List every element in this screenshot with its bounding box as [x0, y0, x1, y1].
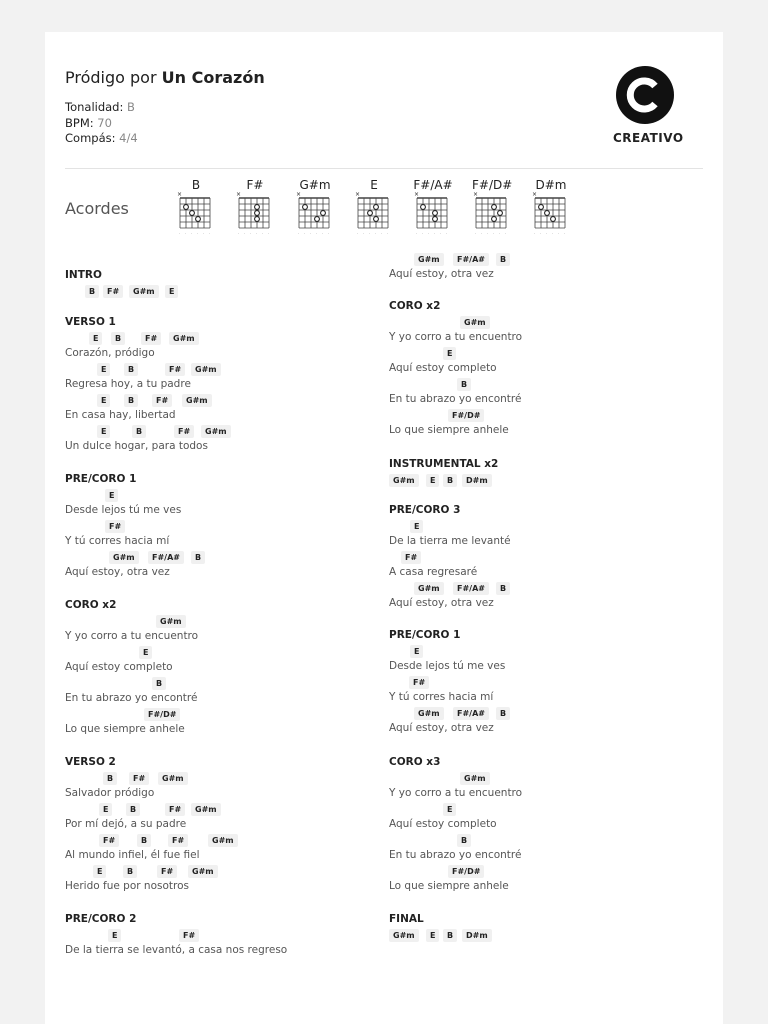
chord-badge: G#m — [389, 929, 419, 942]
chord-name: E — [370, 178, 378, 192]
chord-badge: G#m — [156, 615, 186, 628]
chord-badge: B — [152, 677, 166, 690]
chord-badge: E — [139, 646, 152, 659]
chord-badge: G#m — [460, 316, 490, 329]
chord-badge: B — [457, 834, 471, 847]
svg-text:·: · — [481, 232, 483, 236]
svg-text:·: · — [434, 232, 436, 236]
logo-text: CREATIVO — [613, 131, 684, 145]
song-meta — [65, 100, 138, 147]
fretboard-icon — [531, 192, 577, 236]
lyric-line: En casa hay, libertad — [65, 409, 176, 421]
chord-name: F#/D# — [472, 178, 513, 192]
logo-icon — [613, 65, 677, 129]
chord-badge: G#m — [109, 551, 139, 564]
chord-badge: E — [443, 803, 456, 816]
svg-text:·: · — [363, 232, 365, 236]
lyric-line: Aquí estoy, otra vez — [389, 722, 494, 734]
chord-badge: F# — [103, 285, 123, 298]
svg-text:·: · — [546, 232, 548, 236]
compas-label: Compás: — [65, 131, 116, 145]
section-heading: INSTRUMENTAL x2 — [389, 458, 499, 470]
chord-badge: F#/A# — [148, 551, 184, 564]
lyric-line: Lo que siempre anhele — [389, 880, 509, 892]
chord-badge: G#m — [188, 865, 218, 878]
chord-badge: D#m — [462, 474, 492, 487]
svg-text:·: · — [493, 232, 495, 236]
section-heading: VERSO 2 — [65, 756, 116, 768]
chord-badge: E — [443, 347, 456, 360]
chords-label: Acordes — [65, 199, 129, 218]
bpm-value: 70 — [97, 115, 112, 130]
lyric-line: A casa regresaré — [389, 566, 478, 578]
section-heading: PRE/CORO 2 — [65, 913, 137, 925]
chord-badge: B — [132, 425, 146, 438]
chord-name: B — [191, 178, 201, 192]
chord-badge: F# — [157, 865, 177, 878]
tonalidad-value: B — [127, 100, 135, 114]
svg-text:·: · — [387, 232, 389, 236]
fretboard-icon — [176, 192, 222, 236]
chord-badge: G#m — [182, 394, 212, 407]
chord-badge: F# — [179, 929, 199, 942]
lyric-line: Aquí estoy, otra vez — [389, 268, 494, 280]
chord-badge: F#/D# — [448, 865, 484, 878]
svg-text:×: × — [355, 192, 361, 198]
fretboard-icon — [413, 192, 459, 236]
lyric-line: Aquí estoy, otra vez — [65, 566, 170, 578]
svg-text:·: · — [328, 232, 330, 236]
chord-badge: B — [443, 474, 457, 487]
compas-value: 4/4 — [119, 131, 138, 145]
svg-text:×: × — [473, 192, 479, 198]
lyric-line: Corazón, pródigo — [65, 347, 155, 359]
tonalidad-label: Tonalidad: — [65, 100, 124, 114]
lyric-line: Y tú corres hacia mí — [389, 691, 494, 703]
chord-badge: E — [105, 489, 118, 502]
chord-badge: G#m — [460, 772, 490, 785]
svg-text:·: · — [558, 232, 560, 236]
chord-badge: B — [124, 394, 138, 407]
svg-text:·: · — [505, 232, 507, 236]
lyric-line: Desde lejos tú me ves — [65, 504, 182, 516]
chord-badge: G#m — [208, 834, 238, 847]
svg-text:·: · — [564, 232, 566, 236]
chord-badge: F#/A# — [453, 582, 489, 595]
chord-badge: E — [89, 332, 102, 345]
chord-badge: E — [410, 520, 423, 533]
svg-text:·: · — [487, 232, 489, 236]
chord-badge: B — [126, 803, 140, 816]
chord-badge: B — [85, 285, 99, 298]
creativo-logo — [613, 65, 684, 145]
svg-text:·: · — [428, 232, 430, 236]
lyric-line: Regresa hoy, a tu padre — [65, 378, 191, 390]
svg-text:·: · — [499, 232, 501, 236]
svg-text:×: × — [177, 192, 183, 198]
svg-text:·: · — [262, 232, 264, 236]
song-title — [65, 68, 265, 87]
section-heading: CORO x2 — [389, 300, 441, 312]
chord-badge: E — [165, 285, 178, 298]
svg-text:·: · — [250, 232, 252, 236]
chord-badge: E — [97, 425, 110, 438]
chord-badge: F# — [174, 425, 194, 438]
lyric-line: Salvador pródigo — [65, 787, 155, 799]
fretboard-icon — [354, 192, 400, 236]
svg-text:·: · — [238, 232, 240, 236]
chord-badge: F#/D# — [144, 708, 180, 721]
chord-badge: F#/D# — [448, 409, 484, 422]
chord-badge: E — [426, 929, 439, 942]
section-heading: FINAL — [389, 913, 424, 925]
chord-badge: E — [108, 929, 121, 942]
fretboard-icon — [235, 192, 281, 236]
chord-badge: E — [426, 474, 439, 487]
chord-badge: F# — [168, 834, 188, 847]
lyric-line: Herido fue por nosotros — [65, 880, 189, 892]
lyric-line: Por mí dejó, a su padre — [65, 818, 187, 830]
chord-badge: B — [111, 332, 125, 345]
svg-text:·: · — [203, 232, 205, 236]
chord-badge: B — [496, 253, 510, 266]
svg-text:·: · — [185, 232, 187, 236]
lyric-line: De la tierra se levantó, a casa nos regreso — [65, 944, 288, 956]
svg-text:·: · — [357, 232, 359, 236]
lyric-line: Aquí estoy completo — [389, 818, 497, 830]
svg-text:·: · — [322, 232, 324, 236]
chord-badge: D#m — [462, 929, 492, 942]
svg-text:·: · — [197, 232, 199, 236]
lyric-line: Lo que siempre anhele — [65, 723, 185, 735]
chord-badge: F# — [105, 520, 125, 533]
lyric-line: En tu abrazo yo encontré — [389, 849, 522, 861]
title-prefix: Pródigo por — [65, 68, 157, 87]
svg-text:·: · — [540, 232, 542, 236]
chord-badge: F# — [152, 394, 172, 407]
chord-badge: G#m — [201, 425, 231, 438]
svg-text:·: · — [298, 232, 300, 236]
lyric-line: Aquí estoy completo — [389, 362, 497, 374]
lyric-line: Un dulce hogar, para todos — [65, 440, 208, 452]
chord-badge: E — [97, 363, 110, 376]
chord-badge: G#m — [414, 582, 444, 595]
chord-name: D#m — [535, 178, 567, 192]
svg-text:·: · — [310, 232, 312, 236]
svg-text:·: · — [440, 232, 442, 236]
svg-text:·: · — [256, 232, 258, 236]
svg-text:×: × — [414, 192, 420, 198]
svg-text:·: · — [375, 232, 377, 236]
chord-badge: B — [124, 363, 138, 376]
svg-text:×: × — [296, 192, 302, 198]
svg-text:·: · — [552, 232, 554, 236]
chord-sheet-page — [45, 32, 723, 1024]
chord-badge: G#m — [414, 253, 444, 266]
chord-badge: F# — [409, 676, 429, 689]
svg-text:·: · — [381, 232, 383, 236]
svg-text:·: · — [304, 232, 306, 236]
section-heading: PRE/CORO 3 — [389, 504, 461, 516]
chord-badge: F# — [401, 551, 421, 564]
lyric-line: Al mundo infiel, él fue fiel — [65, 849, 200, 861]
svg-text:·: · — [268, 232, 270, 236]
chord-badge: B — [496, 707, 510, 720]
lyric-line: Y yo corro a tu encuentro — [389, 331, 523, 343]
chord-name: G#m — [299, 178, 331, 192]
svg-text:·: · — [422, 232, 424, 236]
lyric-line: Y yo corro a tu encuentro — [65, 630, 199, 642]
lyric-line: Desde lejos tú me ves — [389, 660, 506, 672]
chord-badge: F# — [165, 803, 185, 816]
chord-badge: G#m — [169, 332, 199, 345]
bpm-label: BPM: — [65, 115, 94, 130]
chord-badge: F# — [141, 332, 161, 345]
chord-badge: F#/A# — [453, 253, 489, 266]
chord-badge: F# — [165, 363, 185, 376]
svg-text:·: · — [475, 232, 477, 236]
svg-text:·: · — [209, 232, 211, 236]
chord-badge: E — [410, 645, 423, 658]
chord-badge: B — [137, 834, 151, 847]
svg-text:·: · — [316, 232, 318, 236]
chord-badge: G#m — [389, 474, 419, 487]
chord-name: F#/A# — [413, 178, 453, 192]
lyric-line: Y yo corro a tu encuentro — [389, 787, 523, 799]
chord-badge: B — [103, 772, 117, 785]
lyric-line: Aquí estoy completo — [65, 661, 173, 673]
lyric-line: En tu abrazo yo encontré — [65, 692, 198, 704]
svg-text:·: · — [416, 232, 418, 236]
chord-badge: F#/A# — [453, 707, 489, 720]
chord-name: F# — [246, 178, 264, 192]
svg-text:·: · — [191, 232, 193, 236]
chord-badge: B — [457, 378, 471, 391]
section-heading: CORO x2 — [65, 599, 117, 611]
chord-badge: E — [99, 803, 112, 816]
lyric-line: En tu abrazo yo encontré — [389, 393, 522, 405]
section-heading: PRE/CORO 1 — [65, 473, 137, 485]
chord-badge: B — [191, 551, 205, 564]
chord-badge: B — [443, 929, 457, 942]
divider — [65, 168, 703, 169]
svg-text:×: × — [236, 192, 242, 198]
chord-badge: E — [93, 865, 106, 878]
svg-text:·: · — [179, 232, 181, 236]
svg-text:·: · — [534, 232, 536, 236]
chord-badge: G#m — [129, 285, 159, 298]
chord-badge: G#m — [414, 707, 444, 720]
chord-badge: G#m — [191, 363, 221, 376]
section-heading: PRE/CORO 1 — [389, 629, 461, 641]
fretboard-icon — [295, 192, 341, 236]
chord-badge: E — [97, 394, 110, 407]
lyric-line: Y tú corres hacia mí — [65, 535, 170, 547]
svg-text:·: · — [369, 232, 371, 236]
artist-name: Un Corazón — [161, 68, 265, 87]
svg-text:·: · — [244, 232, 246, 236]
chord-badge: F# — [129, 772, 149, 785]
section-heading: CORO x3 — [389, 756, 441, 768]
lyric-line: Aquí estoy, otra vez — [389, 597, 494, 609]
chord-badge: G#m — [158, 772, 188, 785]
chord-badge: F# — [99, 834, 119, 847]
svg-text:·: · — [446, 232, 448, 236]
chord-badge: B — [496, 582, 510, 595]
lyric-line: Lo que siempre anhele — [389, 424, 509, 436]
chord-badge: B — [123, 865, 137, 878]
chord-badge: G#m — [191, 803, 221, 816]
fretboard-icon — [472, 192, 518, 236]
section-heading: INTRO — [65, 269, 102, 281]
lyric-line: De la tierra me levanté — [389, 535, 511, 547]
section-heading: VERSO 1 — [65, 316, 116, 328]
svg-text:×: × — [532, 192, 538, 198]
